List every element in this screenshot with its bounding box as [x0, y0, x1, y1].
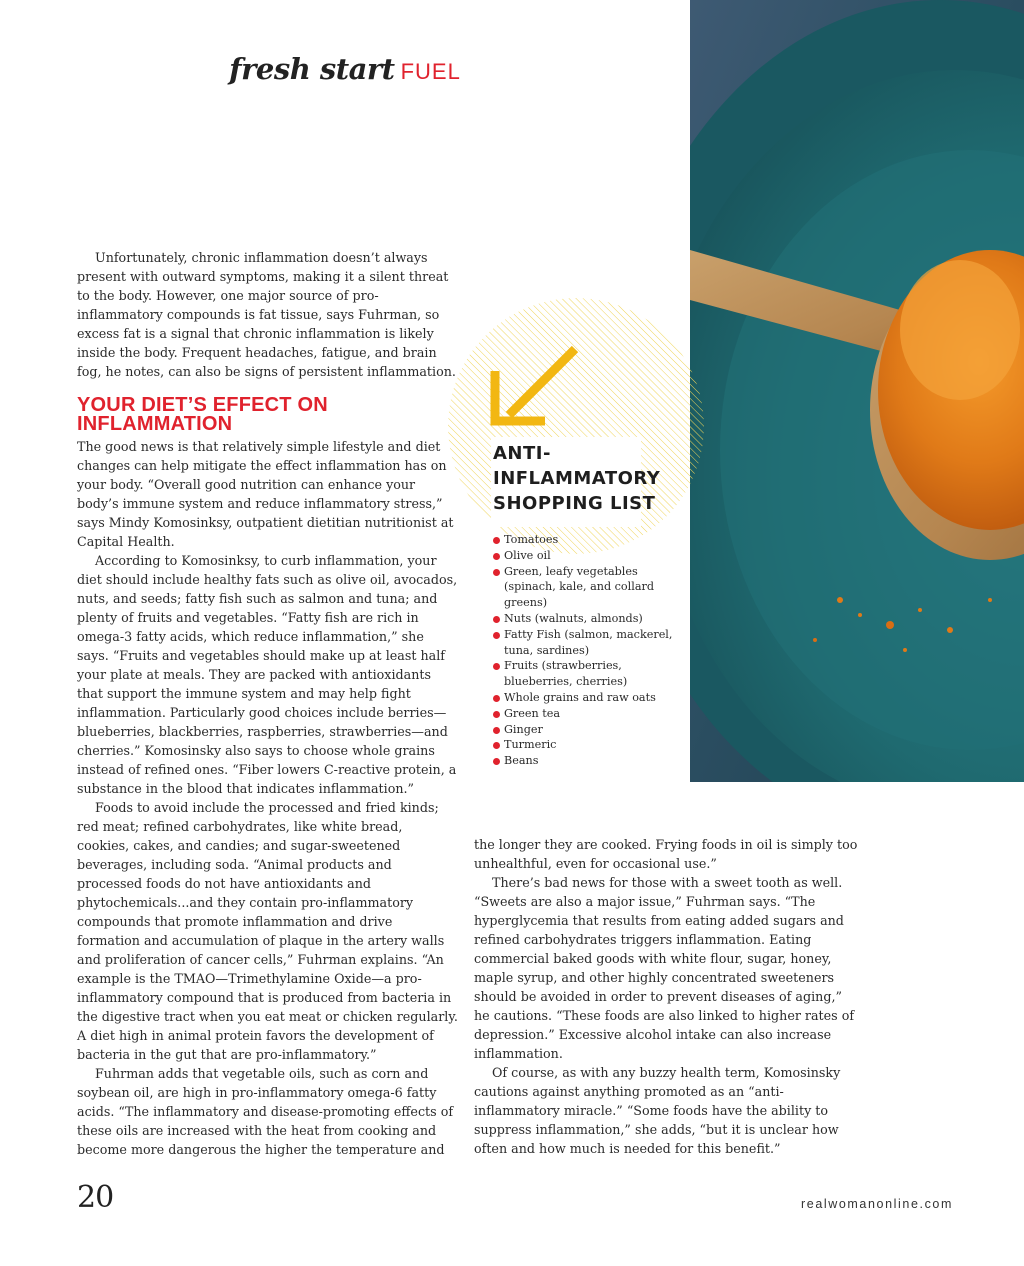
bullet-icon: [493, 616, 500, 623]
list-item-label: Turmeric: [504, 738, 557, 752]
list-item: [493, 564, 693, 611]
column-left: [77, 437, 458, 1159]
bullet-icon: [493, 632, 500, 639]
list-item-label: Green, leafy vegetables (spinach, kale, and collard greens): [504, 564, 654, 610]
bullet-icon: [493, 758, 500, 765]
bullet-icon: [493, 537, 500, 544]
page-number: 20: [77, 1180, 114, 1215]
list-item: [493, 690, 693, 706]
list-item: [493, 737, 693, 753]
list-item-label: Whole grains and raw oats: [504, 690, 656, 704]
column-right: [474, 835, 858, 1158]
list-item: [493, 722, 693, 738]
list-item-label: Fruits (strawberries, blueberries, cherries): [504, 659, 628, 689]
list-item-label: Green tea: [504, 706, 561, 720]
intro-text: Unfortunately, chronic inflammation doesn’t always present with outward symptoms, making it a silent threat to the body. However, one major source of pro-inflammatory compounds is fat tissue, says Fuhrman, so excess fat is a signal that chronic inflammation is likely inside the body. Frequent headaches, fatigue, and brain fog, he notes, can also be signs of persistent inflammation.: [77, 250, 456, 379]
list-item-label: Tomatoes: [504, 533, 559, 546]
hatched-circle-graphic: [447, 297, 705, 555]
list-item: [493, 706, 693, 722]
section-header: [0, 52, 690, 86]
list-item: [493, 611, 693, 627]
paragraph: the longer they are cooked. Frying foods in oil is simply too unhealthful, even for occasional use.”: [474, 837, 858, 871]
intro-paragraph: [77, 248, 457, 381]
paragraph: Fuhrman adds that vegetable oils, such as corn and soybean oil, are high in pro-inflammatory omega-6 fatty acids. “The inflammatory and disease-promoting effects of these oils are increased with the heat from cooking and become more dangerous the higher the temperature and: [77, 1066, 454, 1157]
list-item: [493, 753, 693, 769]
bullet-icon: [493, 695, 500, 702]
bullet-icon: [493, 742, 500, 749]
website-url: realwomanonline.com: [801, 1197, 953, 1211]
list-item-label: Fatty Fish (salmon, mackerel, tuna, sardines): [504, 627, 673, 657]
paragraph: There’s bad news for those with a sweet tooth as well. “Sweets are also a major issue,” Fuhrman says. “The hyperglycemia that results from eating added sugars and refined carbohydrates triggers inflammation. Eating commercial baked goods with white flour, sugar, honey, maple syrup, and other highly concentrated sweeteners should be avoided in order to prevent diseases of aging,” he cautions. “These foods are also linked to higher rates of depression.” Excessive alcohol intake can also increase inflammation.: [474, 875, 855, 1061]
brand-name: fresh start: [229, 52, 395, 86]
list-item: [493, 548, 693, 564]
bullet-icon: [493, 663, 500, 670]
list-item-label: Beans: [504, 754, 539, 768]
bullet-icon: [493, 553, 500, 560]
list-item: [493, 532, 693, 548]
list-item-label: Olive oil: [504, 548, 551, 562]
list-item: [493, 627, 693, 659]
shopping-list-title: ANTI-INFLAMMATORY SHOPPING LIST: [493, 443, 661, 514]
paragraph: The good news is that relatively simple lifestyle and diet changes can help mitigate the effect inflammation has on your body. “Overall good nutrition can enhance your body’s immune system and reduce inflammatory stress,” says Mindy Komosinksy, outpatient dietitian nutritionist at Capital Health.: [77, 439, 454, 549]
section-heading: YOUR DIET’S EFFECT ON INFLAMMATION: [77, 394, 328, 435]
shopping-list: [493, 532, 693, 769]
turmeric-photo: [690, 0, 1024, 782]
bullet-icon: [493, 727, 500, 734]
section-label: FUEL: [400, 59, 461, 84]
bullet-icon: [493, 569, 500, 576]
paragraph: According to Komosinksy, to curb inflammation, your diet should include healthy fats such as olive oil, avocados, nuts, and seeds; fatty fish such as salmon and tuna; and plenty of fruits and vegetables. “Fatty fish are rich in omega-3 fatty acids, which reduce inflammation,” she says. “Fruits and vegetables should make up at least half your plate at meals. They are packed with antioxidants that support the immune system and may help fight inflammation. Particularly good choices include berries—blueberries, blackberries, raspberries, strawberries—and cherries.” Komosinsky also says to choose whole grains instead of refined ones. “Fiber lowers C-reactive protein, a substance in the blood that indicates inflammation.”: [77, 553, 458, 796]
list-item: [493, 658, 693, 690]
bullet-icon: [493, 711, 500, 718]
paragraph: Of course, as with any buzzy health term, Komosinsky cautions against anything promoted as an “anti-inflammatory miracle.” “Some foods have the ability to suppress inflammation,” she adds, “but it is unclear how often and how much is needed for this benefit.”: [474, 1065, 841, 1156]
list-item-label: Ginger: [504, 722, 543, 736]
list-item-label: Nuts (walnuts, almonds): [504, 611, 643, 625]
paragraph: Foods to avoid include the processed and fried kinds; red meat; refined carbohydrates, like white bread, cookies, cakes, and candies; and sugar-sweetened beverages, including soda. “Animal products and processed foods do not have antioxidants and phytochemicals...and they contain pro-inflammatory compounds that promote inflammation and drive formation and accumulation of plaque in the artery walls and proliferation of cancer cells,” Fuhrman explains. “An example is the TMAO—Trimethylamine Oxide—a pro-inflammatory compound that is produced from bacteria in the digestive tract when you eat meat or chicken regularly. A diet high in animal protein favors the development of bacteria in the gut that are pro-inflammatory.”: [77, 800, 458, 1062]
